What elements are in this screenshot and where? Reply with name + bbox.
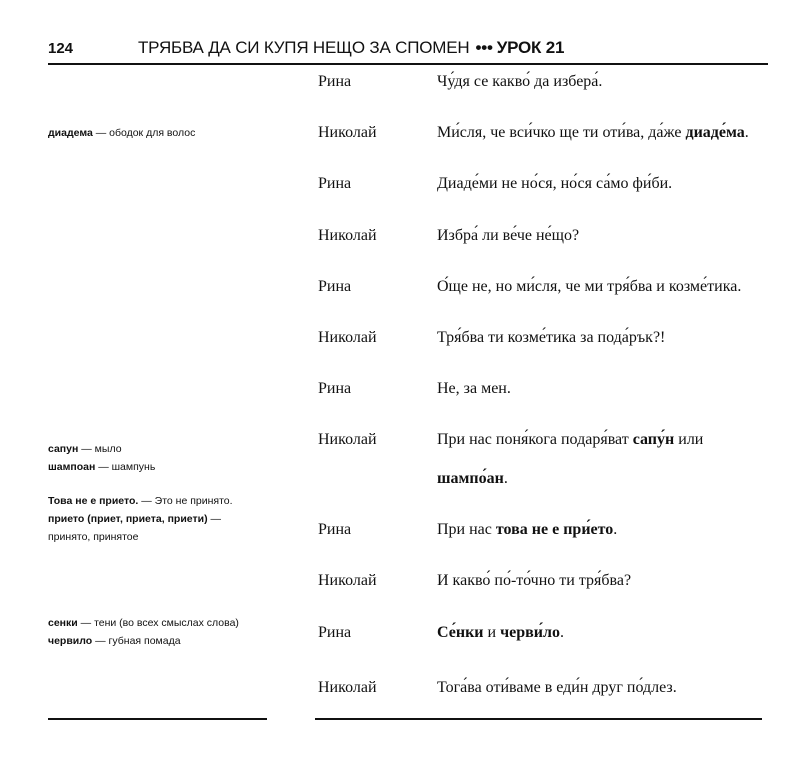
line-text: И какво́ по́-то́чно ти тря́бва? [437,572,632,589]
dialogue-line [437,73,602,91]
lesson-label: УРОК 21 [496,38,565,57]
speaker-name: Рина [318,380,352,397]
gloss-item [48,632,181,650]
dialogue-line [437,679,677,697]
dialogue-line [437,380,511,398]
line-text: Не, за мен. [437,380,511,397]
speaker-name: Рина [318,624,352,641]
speaker-name: Николай [318,329,377,346]
line-text: . [744,124,749,141]
line-text: При нас поня́кога подаря́ват [437,431,633,448]
speaker-name: Рина [318,521,352,538]
footer-rule-right [315,718,762,720]
header-rule [48,63,768,65]
line-text: Тога́ва оти́ваме в еди́н друг по́длез. [437,679,677,696]
speaker-name: Николай [318,572,377,589]
gloss-term: шампоан [48,461,96,473]
gloss-term: Това не е прието. [48,495,139,507]
dialogue-line [437,572,631,590]
footer-rule-left [48,718,267,720]
gloss-translation: — мыло [78,443,122,455]
gloss-term: червило [48,635,93,647]
line-text: Избра́ ли ве́че не́що? [437,227,580,244]
dialogue-line [437,227,579,245]
page-number: 124 [48,40,74,57]
line-text: При нас [437,521,496,538]
running-title [138,38,564,58]
dialogue-line [437,431,703,449]
gloss-translation: — тени (во всех смыслах слова) [77,617,239,629]
line-text: Тря́бва ти козме́тика за пода́рък?! [437,329,666,346]
gloss-item [48,614,239,632]
gloss-term: прието (приет, приета, приети) [48,513,208,525]
gloss-item [48,510,221,528]
speaker-name: Рина [318,175,352,192]
speaker-name: Николай [318,679,377,696]
line-text: . [613,521,618,538]
dialogue-line [437,124,749,142]
gloss-translation: принято, принятое [48,531,139,543]
line-text: или [674,431,704,448]
separator-dots: ••• [475,38,493,57]
vocab-term: Се́нки [437,624,484,641]
chapter-title: ТРЯБВА ДА СИ КУПЯ НЕЩО ЗА СПОМЕН [138,38,470,57]
gloss-term: сапун [48,443,79,455]
line-text: . [503,470,508,487]
gloss-translation: — ободок для волос [92,127,196,139]
speaker-name: Рина [318,278,352,295]
gloss-translation: — шампунь [95,461,156,473]
gloss-item [48,492,233,510]
dialogue-line [437,175,672,193]
speaker-name: Николай [318,124,377,141]
dialogue-line [437,470,508,488]
speaker-name: Николай [318,227,377,244]
vocab-term: диаде́ма [685,124,745,141]
vocab-term: шампо́ан [437,470,504,487]
gloss-translation: — губная помада [92,635,181,647]
line-text: и [483,624,501,641]
dialogue-line [437,329,665,347]
gloss-item [48,440,122,458]
dialogue-line [437,278,741,296]
gloss-item [48,528,139,546]
gloss-item [48,124,195,142]
gloss-term: диадема [48,127,93,139]
page-header [48,38,768,62]
vocab-term: сапу́н [632,431,675,448]
vocab-term: черви́ло [500,624,560,641]
dialogue-line [437,521,617,539]
speaker-name: Николай [318,431,377,448]
line-text: Чу́дя се какво́ да избера́. [437,73,603,90]
dialogue-line [437,624,564,642]
gloss-translation: — [207,513,221,525]
speaker-name: Рина [318,73,352,90]
line-text: . [559,624,564,641]
line-text: Ми́сля, че вси́чко ще ти оти́ва, да́же [437,124,686,141]
gloss-term: сенки [48,617,78,629]
line-text: Диаде́ми не но́ся, но́ся са́мо фи́би. [437,175,673,192]
line-text: О́ще не, но ми́сля, че ми тря́бва и козме́тика. [437,278,742,295]
gloss-translation: — Это не принято. [138,495,233,507]
gloss-item [48,458,155,476]
vocab-term: това не е при́ето [495,521,614,538]
